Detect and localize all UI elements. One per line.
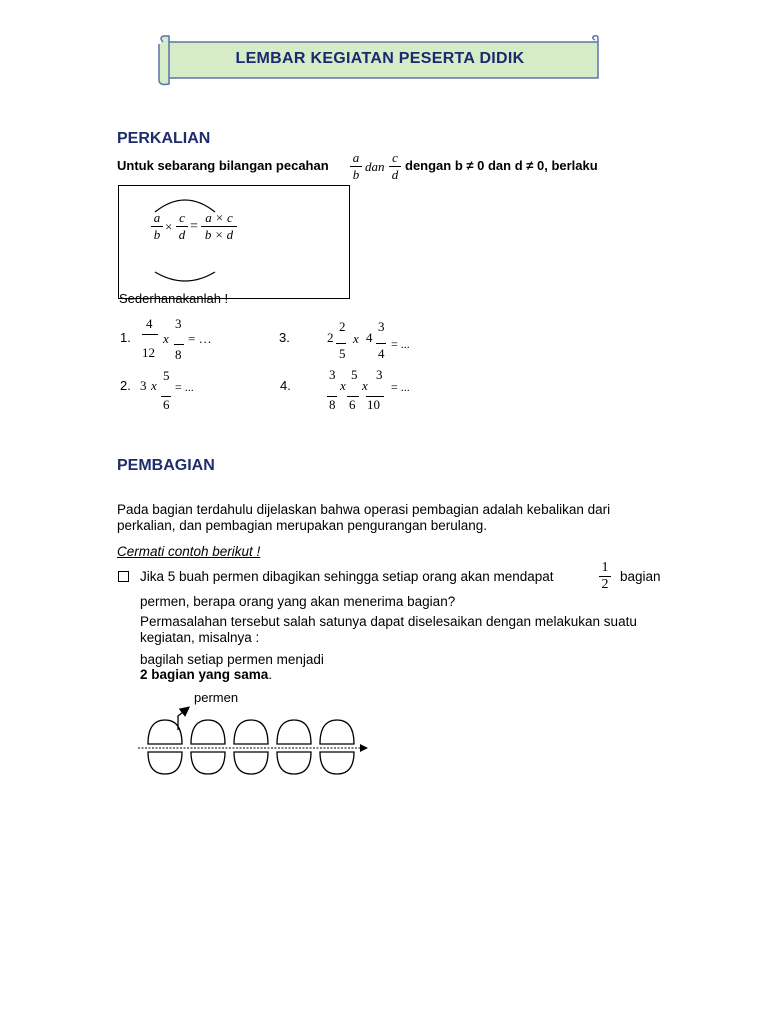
pembagian-para2-line2: kegiatan, misalnya : [140,630,260,645]
candy-top-half [277,720,311,744]
section-heading-perkalian: PERKALIAN [117,130,211,147]
p4-denominator-1: 8 [329,397,336,412]
p1-numerator-1: 4 [146,316,153,331]
page-title: LEMBAR KEGIATAN PESERTA DIDIK [235,50,525,67]
p3-whole-2: 4 [366,330,373,345]
pembagian-para3-line2: 2 bagian yang sama. [140,667,273,682]
p3-times: x [353,331,359,346]
candy-bottom-half [234,752,268,774]
section-heading-pembagian: PEMBAGIAN [117,457,215,474]
p2-numerator: 5 [163,368,170,383]
p4-denominator-2: 6 [349,397,356,412]
p3-denominator-2: 4 [378,346,385,361]
candy-bottom-half [148,752,182,774]
p3-numerator-2: 3 [378,319,385,334]
p4-numerator-2: 5 [351,367,358,382]
intro-c: c [392,150,398,165]
problem-2-label: 2. [120,378,131,393]
p4-times-1: x [340,378,346,393]
pembagian-para3-line1: bagilah setiap permen menjadi [140,652,324,667]
p4-times-2: x [362,378,368,393]
p1-numerator-2: 3 [175,316,182,331]
pembagian-para2-line1: Permasalahan tersebut salah satunya dapat diselesaikan dengan melakukan suatu [140,614,637,629]
candy-bottom-half [191,752,225,774]
candy-bottom-half [320,752,354,774]
candy-bottom-half [277,752,311,774]
p3-denominator-1: 5 [339,346,346,361]
p4-numerator-1: 3 [329,367,336,382]
formula-fraction-cd: c d [176,211,188,242]
candy-top-half [320,720,354,744]
formula-equals: = [190,219,198,234]
bullet-line2: permen, berapa orang yang akan menerima bagian? [140,594,456,609]
pembagian-para1-line1: Pada bagian terdahulu dijelaskan bahwa operasi pembagian adalah kebalikan dari [117,502,611,517]
candy-top-half [234,720,268,744]
p4-equals: = ... [391,380,410,394]
candy-diagram [130,696,380,780]
p1-denominator-1: 12 [142,345,155,360]
half-fraction: 1 2 [599,561,611,592]
intro-dan: dan [365,159,385,174]
p1-times: x [163,331,169,346]
p3-equals: = ... [391,337,410,351]
pembagian-bold-text: 2 bagian yang sama [140,667,269,682]
intro-text-mid: dengan b ≠ 0 dan d ≠ 0, berlaku [405,158,598,173]
problem-4-label: 4. [280,378,291,393]
problem-1-label: 1. [120,330,131,345]
bullet-text: Jika 5 buah permen dibagikan sehingga setiap orang akan mendapat [140,569,554,584]
problem-3-label: 3. [279,330,290,345]
formula-times: × [165,219,173,234]
p2-denominator: 6 [163,397,170,412]
cermati-text: Cermati contoh berikut ! [117,544,261,559]
formula-fraction-result: a × c b × d [201,211,237,242]
p3-numerator-1: 2 [339,319,346,334]
intro-a: a [352,150,360,165]
formula-fraction-ab: a b [151,211,163,242]
intro-d: d [391,167,399,182]
p3-whole-1: 2 [327,330,334,345]
intro-b: b [352,167,360,182]
permen-arrow-icon [178,708,188,730]
p2-times: x [151,378,157,393]
p4-denominator-3: 10 [367,397,380,412]
intro-text-start: Untuk sebarang bilangan pecahan [117,158,329,173]
p4-numerator-3: 3 [376,367,383,382]
candy-top-half [148,720,182,744]
p1-denominator-2: 8 [175,347,182,362]
checkbox-bullet-icon [118,571,129,582]
pembagian-para1-line2: perkalian, dan pembagian merupakan pengurangan berulang. [117,518,488,533]
instruction-text: Sederhanakanlah ! [119,291,229,306]
p1-equals: = … [188,331,212,346]
p2-whole: 3 [140,378,147,393]
bagian-text: bagian [620,569,661,584]
intro-fraction-ab [350,151,362,182]
permen-label: permen [194,690,239,705]
candy-top-half [191,720,225,744]
intro-fraction-cd [389,151,401,182]
p2-equals: = ... [175,380,194,394]
